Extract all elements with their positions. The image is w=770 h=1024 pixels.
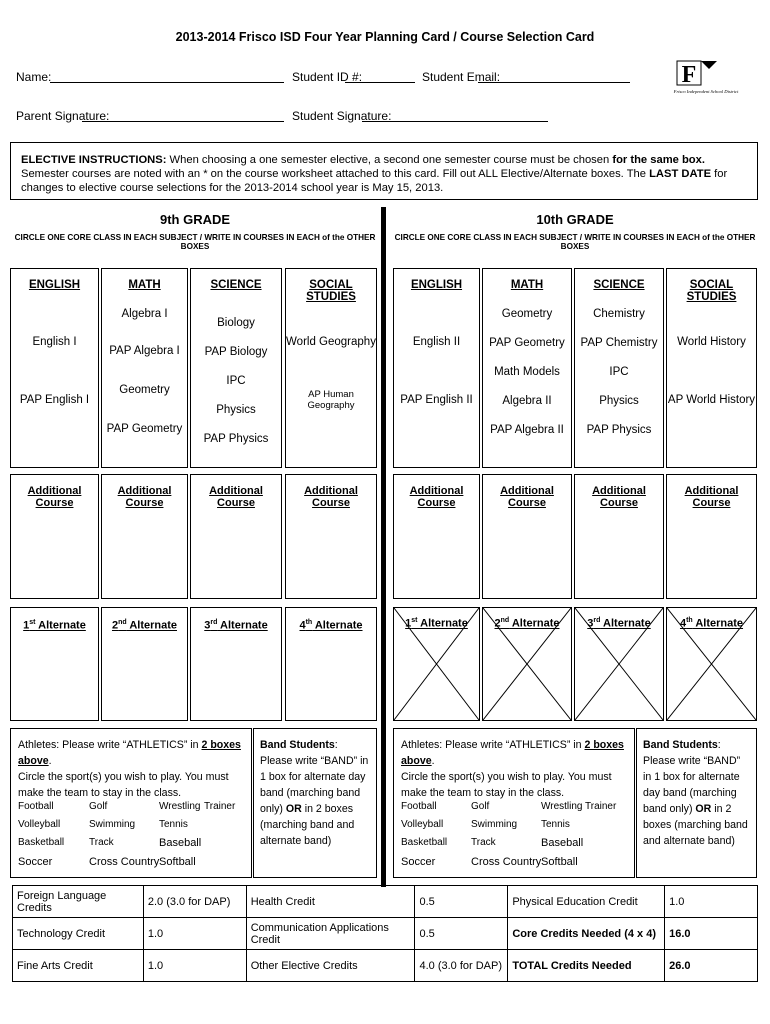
grade9-course-algebra-i[interactable]: Algebra I — [121, 308, 168, 320]
grade9-alternate-2[interactable] — [101, 607, 188, 721]
grade10-course-pap-english-ii[interactable]: PAP English II — [400, 394, 473, 406]
grade10-course-english-ii[interactable]: English II — [412, 336, 461, 348]
grade10-additional-3[interactable] — [574, 474, 664, 599]
sport-item[interactable]: Soccer — [18, 856, 53, 868]
grade10-alternate-2[interactable] — [482, 607, 572, 721]
alternate-label: 3rd Alternate — [587, 617, 651, 630]
grade10-athletes-box — [393, 728, 635, 878]
instructions-heading: ELECTIVE INSTRUCTIONS: — [21, 154, 167, 166]
grade10-course-pap-geometry[interactable]: PAP Geometry — [489, 337, 565, 349]
grade10-social-box — [666, 268, 757, 468]
grade9-english-title: ENGLISH — [28, 279, 81, 291]
grade9-course-pap-geometry[interactable]: PAP Geometry — [106, 423, 183, 435]
grade9-alternate-1[interactable] — [10, 607, 99, 721]
sport-item[interactable]: Football — [401, 801, 437, 812]
sport-item[interactable]: Basketball — [18, 837, 65, 848]
student-email-field[interactable] — [478, 82, 630, 83]
credit-label: Other Elective Credits — [246, 950, 415, 982]
grade10-course-math-models[interactable]: Math Models — [494, 366, 560, 378]
grade9-title: 9th GRADE — [159, 212, 231, 227]
credit-value: 26.0 — [665, 950, 758, 982]
grade9-course-biology[interactable]: Biology — [217, 317, 255, 329]
sport-item[interactable]: Trainer — [204, 801, 236, 812]
table-row — [13, 918, 758, 950]
sport-item[interactable]: Track — [471, 837, 496, 848]
grade9-course-geometry[interactable]: Geometry — [119, 384, 170, 396]
sport-item[interactable]: Golf — [89, 801, 108, 812]
sport-item[interactable]: Football — [18, 801, 54, 812]
grade10-course-ipc[interactable]: IPC — [609, 366, 629, 378]
sport-item[interactable]: Wrestling — [159, 801, 201, 812]
grade9-additional-3[interactable] — [190, 474, 282, 599]
credit-value: 1.0 — [143, 950, 246, 982]
sport-item[interactable]: Basketball — [401, 837, 448, 848]
credit-label: Foreign Language Credits — [13, 886, 144, 918]
sports-list — [394, 801, 634, 881]
student-signature-label: Student Signature: — [292, 109, 392, 123]
sport-item[interactable]: Baseball — [541, 837, 584, 849]
credits-table — [12, 885, 758, 982]
page-title: 2013-2014 Frisco ISD Four Year Planning Card / Course Selection Card — [175, 30, 595, 44]
credit-value: 1.0 — [665, 886, 758, 918]
alternate-label: 2nd Alternate — [494, 617, 560, 630]
credit-label: Physical Education Credit — [508, 886, 665, 918]
grade9-course-pap-english-i[interactable]: PAP English I — [19, 394, 90, 406]
alternate-label: 4th Alternate — [679, 617, 744, 630]
credit-value: 2.0 (3.0 for DAP) — [143, 886, 246, 918]
grade9-course-ipc[interactable]: IPC — [226, 375, 246, 387]
grade10-course-algebra-ii[interactable]: Algebra II — [502, 395, 552, 407]
table-row — [13, 950, 758, 982]
grade10-course-chemistry[interactable]: Chemistry — [593, 308, 645, 320]
credit-label: TOTAL Credits Needed — [508, 950, 665, 982]
additional-course-label: Additional Course — [684, 485, 739, 509]
grade10-alternate-3[interactable] — [574, 607, 664, 721]
grade10-course-pap-algebra-ii[interactable]: PAP Algebra II — [490, 424, 564, 436]
additional-course-label: Additional Course — [27, 485, 82, 509]
sport-item[interactable]: Baseball — [159, 837, 202, 849]
grade10-course-world-history[interactable]: World History — [677, 336, 746, 348]
grade9-math-title: MATH — [128, 279, 161, 291]
grade9-english-box — [10, 268, 99, 468]
grade9-additional-1[interactable] — [10, 474, 99, 599]
grade9-athletes-box — [10, 728, 252, 878]
grade10-additional-1[interactable] — [393, 474, 480, 599]
sport-item[interactable]: Volleyball — [18, 819, 61, 830]
grade10-course-geometry[interactable]: Geometry — [501, 308, 553, 320]
band-instructions: Band Students: Please write “BAND” in 1 box for alternate day band (marching band only) OR in 2 boxes (marching band and alternate band) — [643, 739, 748, 847]
svg-text:F: F — [681, 62, 697, 88]
grade9-science-box — [190, 268, 282, 468]
parent-signature-field[interactable] — [82, 121, 284, 122]
athletes-instructions: Athletes: Please write “ATHLETICS” in 2 boxes above. Circle the sport(s) you wish to play. You must make the team to stay in the class. — [18, 739, 241, 799]
credit-label: Fine Arts Credit — [13, 950, 144, 982]
additional-course-label: Additional Course — [304, 485, 358, 509]
grade10-english-box — [393, 268, 480, 468]
student-email-label: Student Email: — [422, 70, 501, 84]
credit-value: 1.0 — [143, 918, 246, 950]
alternate-label: 1st Alternate — [405, 617, 468, 630]
athletes-instructions: Athletes: Please write “ATHLETICS” in 2 boxes above. Circle the sport(s) you wish to play. You must make the team to stay in the class. — [401, 739, 624, 799]
grade10-science-title: SCIENCE — [593, 279, 645, 291]
grade10-band-box — [636, 728, 757, 878]
alternate-label: 1st Alternate — [23, 619, 86, 632]
grade10-additional-4[interactable] — [666, 474, 757, 599]
parent-signature-label: Parent Signature: — [16, 109, 110, 123]
sport-item[interactable]: Softball — [541, 856, 578, 868]
grade10-course-ap-world-history[interactable]: AP World History — [667, 394, 756, 406]
grade9-social-title: SOCIAL STUDIES — [306, 279, 356, 303]
grade10-title: 10th GRADE — [536, 212, 614, 227]
name-label: Name: — [16, 70, 52, 84]
grade10-course-pap-physics[interactable]: PAP Physics — [586, 424, 652, 436]
student-signature-field[interactable] — [362, 121, 548, 122]
grade9-additional-4[interactable] — [285, 474, 377, 599]
grade9-course-ap-human-geography[interactable]: AP Human Geography — [307, 389, 355, 411]
sport-item[interactable]: Tennis — [159, 819, 188, 830]
grade9-alternate-3[interactable] — [190, 607, 282, 721]
additional-course-label: Additional Course — [592, 485, 646, 509]
grade9-band-box — [253, 728, 377, 878]
student-id-label: Student ID #: — [292, 70, 363, 84]
sport-item[interactable]: Trainer — [585, 801, 617, 812]
grade10-english-title: ENGLISH — [410, 279, 463, 291]
grade10-alternate-1[interactable] — [393, 607, 480, 721]
grade10-additional-2[interactable] — [482, 474, 572, 599]
grade10-course-pap-chemistry[interactable]: PAP Chemistry — [580, 337, 658, 349]
sport-item[interactable]: Cross Country — [471, 856, 542, 868]
grade9-course-english-i[interactable]: English I — [32, 336, 77, 348]
grade9-additional-2[interactable] — [101, 474, 188, 599]
table-row — [13, 886, 758, 918]
grade9-social-box — [285, 268, 377, 468]
grade9-alternate-4[interactable] — [285, 607, 377, 721]
alternate-label: 2nd Alternate — [111, 619, 177, 632]
grade10-social-title: SOCIAL STUDIES — [686, 279, 737, 303]
sport-item[interactable]: Golf — [471, 801, 490, 812]
sport-item[interactable]: Track — [89, 837, 114, 848]
sport-item[interactable]: Swimming — [89, 819, 136, 830]
additional-course-label: Additional Course — [500, 485, 554, 509]
grade9-course-pap-biology[interactable]: PAP Biology — [204, 346, 268, 358]
grade9-course-physics[interactable]: Physics — [216, 404, 256, 416]
grade9-course-pap-physics[interactable]: PAP Physics — [203, 433, 269, 445]
grade-divider — [381, 207, 386, 887]
grade9-math-box — [101, 268, 188, 468]
name-field[interactable] — [50, 82, 284, 83]
grade10-subtitle: CIRCLE ONE CORE CLASS IN EACH SUBJECT / WRITE IN COURSES IN EACH of the OTHER BOXES — [394, 233, 756, 251]
svg-text:Frisco Independent School Dist: Frisco Independent School District — [673, 89, 739, 94]
grade9-course-world-geography[interactable]: World Geography — [286, 336, 376, 348]
additional-course-label: Additional Course — [409, 485, 464, 509]
elective-instructions: ELECTIVE INSTRUCTIONS: When choosing a one semester elective, a second one semester course must be chosen for the same box. Semester courses are noted with an * on the course worksheet attached to this card. Fill out ALL Elective/Alternate boxes. The LAST DATE for changes to elective course selections for the 2013-2014 school year is May 15, 2013. — [10, 142, 758, 200]
grade10-course-physics[interactable]: Physics — [599, 395, 639, 407]
credit-value: 0.5 — [415, 886, 508, 918]
alternate-label: 3rd Alternate — [204, 619, 268, 632]
frisco-isd-logo — [673, 59, 739, 99]
grade10-science-box — [574, 268, 664, 468]
credit-value: 16.0 — [665, 918, 758, 950]
alternate-label: 4th Alternate — [299, 619, 363, 632]
grade9-course-pap-algebra-i[interactable]: PAP Algebra I — [109, 345, 180, 357]
sport-item[interactable]: Volleyball — [401, 819, 444, 830]
band-instructions: Band Students: Please write “BAND” in 1 box for alternate day band (marching band only) OR in 2 boxes (marching band and alternate band) — [260, 739, 369, 847]
grade10-math-title: MATH — [510, 279, 544, 291]
sport-item[interactable]: Soccer — [401, 856, 436, 868]
credit-label: Health Credit — [246, 886, 415, 918]
student-id-field[interactable] — [345, 82, 415, 83]
sport-item[interactable]: Tennis — [541, 819, 570, 830]
sport-item[interactable]: Swimming — [471, 819, 518, 830]
sport-item[interactable]: Wrestling — [541, 801, 583, 812]
sport-item[interactable]: Softball — [159, 856, 196, 868]
grade9-science-title: SCIENCE — [210, 279, 262, 291]
credit-value: 4.0 (3.0 for DAP) — [415, 950, 508, 982]
grade9-subtitle: CIRCLE ONE CORE CLASS IN EACH SUBJECT / WRITE IN COURSES IN EACH of the OTHER BOXES — [14, 233, 376, 251]
sports-list — [11, 801, 251, 881]
grade10-alternate-4[interactable] — [666, 607, 757, 721]
credit-label: Technology Credit — [13, 918, 144, 950]
grade10-math-box — [482, 268, 572, 468]
credit-value: 0.5 — [415, 918, 508, 950]
sport-item[interactable]: Cross Country — [89, 856, 160, 868]
additional-course-label: Additional Course — [117, 485, 172, 509]
additional-course-label: Additional Course — [209, 485, 263, 509]
credit-label: Core Credits Needed (4 x 4) — [508, 918, 665, 950]
credit-label: Communication Applications Credit — [246, 918, 415, 950]
